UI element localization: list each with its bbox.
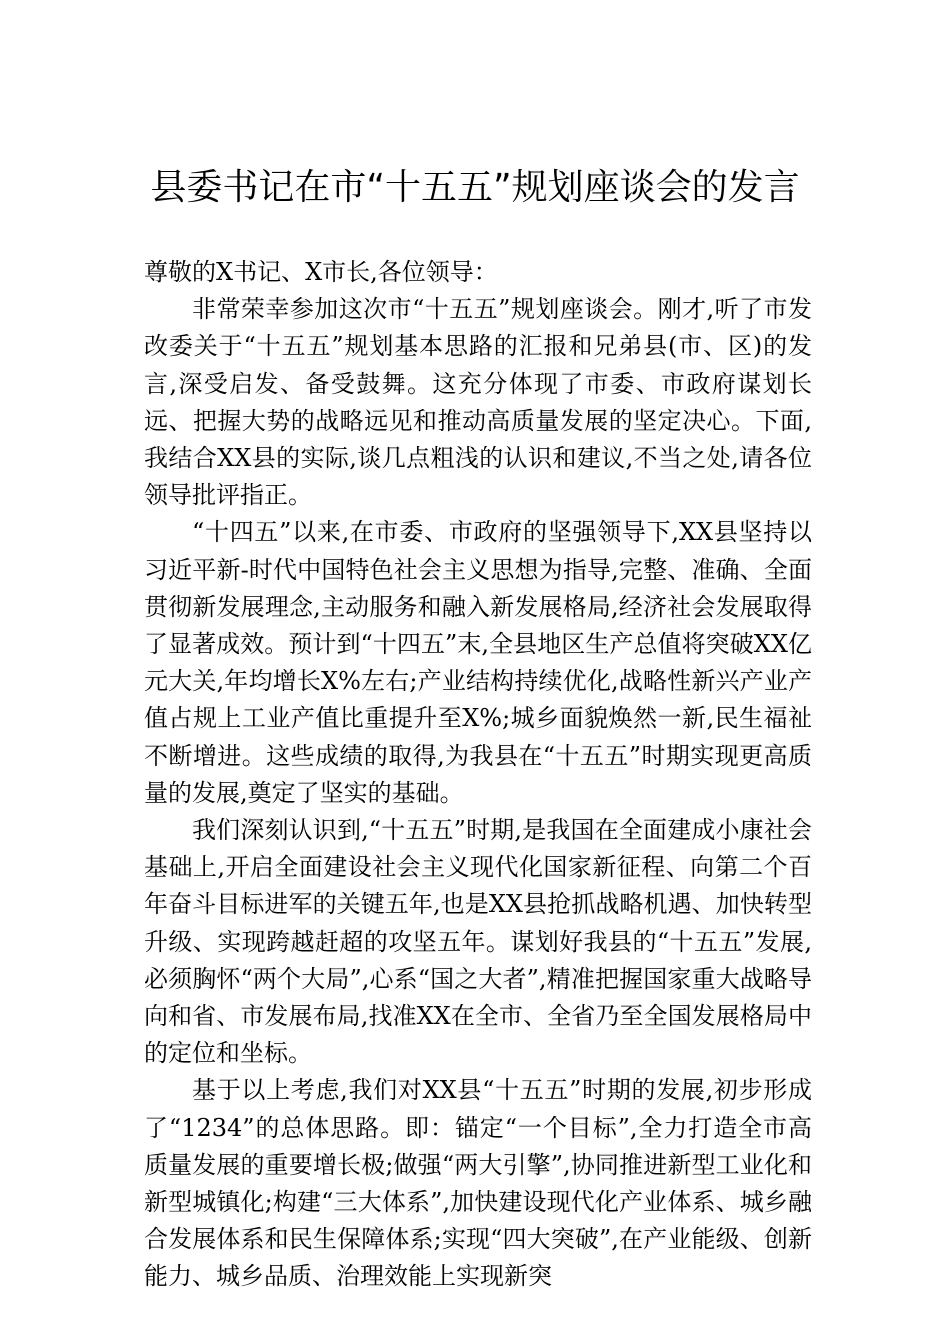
document-body: [144, 254, 812, 1296]
paragraph-2: “十四五”以来,在市委、市政府的坚强领导下,XX县坚持以习近平新-时代中国特色社会主义思想为指导,完整、准确、全面贯彻新发展理念,主动服务和融入新发展格局,经济社会发展取得了显著成效。预计到“十四五”末,全县地区生产总值将突破XX亿元大关,年均增长X%左右;产业结构持续优化,战略性新兴产业产值占规上工业产值比重提升至X%;城乡面貌焕然一新,民生福祉不断增进。这些成绩的取得,为我县在“十五五”时期实现更高质量的发展,奠定了坚实的基础。: [144, 518, 812, 807]
document-title: 县委书记在市“十五五”规划座谈会的发言: [150, 167, 800, 208]
paragraph-3: 我们深刻认识到,“十五五”时期,是我国在全面建成小康社会基础上,开启全面建设社会主义现代化国家新征程、向第二个百年奋斗目标进军的关键五年,也是XX县抢抓战略机遇、加快转型升级、实现跨越赶超的攻坚五年。谋划好我县的“十五五”发展,必须胸怀“两个大局”,心系“国之大者”,精准把握国家重大战略导向和省、市发展布局,找准XX在全市、全省乃至全国发展格局中的定位和坐标。: [144, 816, 812, 1068]
salutation: 尊敬的X书记、X市长,各位领导：: [144, 258, 498, 286]
paragraph-4: 基于以上考虑,我们对XX县“十五五”时期的发展,初步形成了“1234”的总体思路。即：锚定“一个目标”,全力打造全市高质量发展的重要增长极;做强“两大引擎”,协同推进新型工业化和新型城镇化;构建“三大体系”,加快建设现代化产业体系、城乡融合发展体系和民生保障体系;实现“四大突破”,在产业能级、创新能力、城乡品质、治理效能上实现新突: [144, 1076, 812, 1291]
paragraph-1: 非常荣幸参加这次市“十五五”规划座谈会。刚才,听了市发改委关于“十五五”规划基本思路的汇报和兄弟县(市、区)的发言,深受启发、备受鼓舞。这充分体现了市委、市政府谋划长远、把握大势的战略远见和推动高质量发展的坚定决心。下面,我结合XX县的实际,谈几点粗浅的认识和建议,不当之处,请各位领导批评指正。: [144, 295, 812, 510]
